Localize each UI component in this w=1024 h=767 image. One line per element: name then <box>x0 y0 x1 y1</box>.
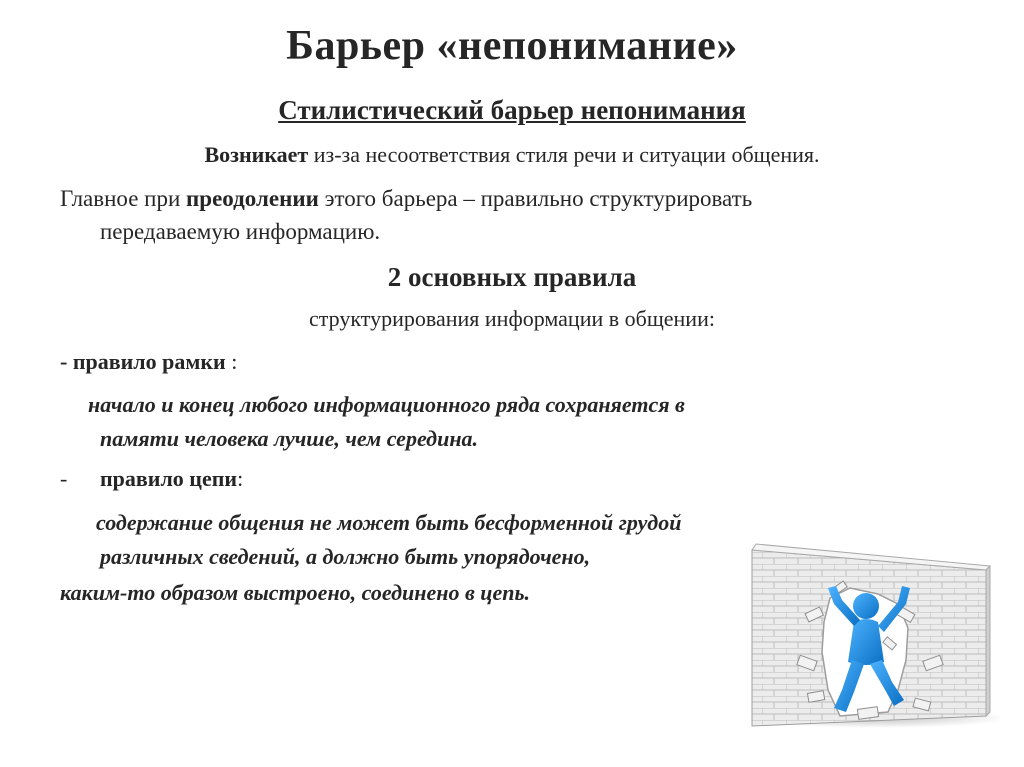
rule-chain-colon: : <box>237 466 244 491</box>
main-bold: преодолении <box>186 186 319 211</box>
arises-rest: из-за несоответствия стиля речи и ситуации общения. <box>308 142 820 167</box>
arises-bold: Возникает <box>204 142 309 167</box>
rules-subtitle: структурирования информации в общении: <box>309 306 715 331</box>
rule-frame-text <box>88 388 964 456</box>
main-prefix: Главное при <box>60 186 187 211</box>
main-paragraph <box>60 182 960 248</box>
slide-title: Барьер «непонимание» <box>286 23 738 69</box>
rule-frame-heading <box>60 349 237 375</box>
rule-chain-heading <box>60 466 243 492</box>
rule-chain-text-line2: различных сведений, а должно быть упорядочено, <box>100 544 591 569</box>
rule-frame-label: - правило рамки <box>60 349 226 374</box>
main-rest: этого барьера – правильно структурировать <box>318 186 753 211</box>
rule-frame-colon: : <box>225 349 238 374</box>
rule-chain-text-line1: содержание общения не может быть бесформенной грудой <box>96 510 682 535</box>
wall-breakthrough-illustration <box>738 540 1000 730</box>
rules-title: 2 основных правила <box>387 262 637 292</box>
arises-line <box>0 142 1024 168</box>
rule-frame-text-line1: начало и конец любого информационного ряда сохраняется в <box>88 392 685 417</box>
slide-subtitle: Стилистический барьер непонимания <box>278 95 746 125</box>
main-continuation: передаваемую информацию. <box>100 219 381 244</box>
rule-frame-text-line2: памяти человека лучше, чем середина. <box>100 426 479 451</box>
rule-chain-dash: - <box>60 466 68 491</box>
rule-chain-text-line3: каким-то образом выстроено, соединено в цепь. <box>60 580 531 605</box>
rule-chain-label: правило цепи <box>100 466 238 491</box>
